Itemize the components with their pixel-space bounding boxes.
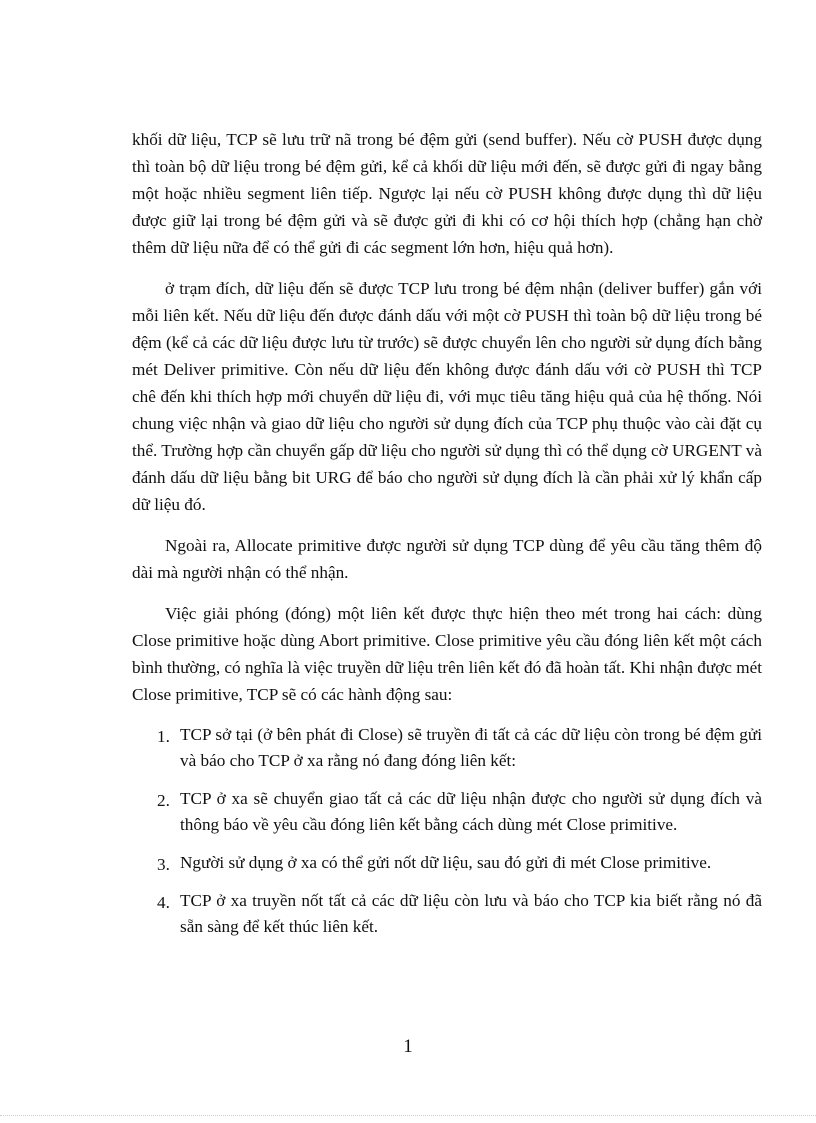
paragraph-3: Ngoài ra, Allocate primitive được người sử dụng TCP dùng để yêu cầu tăng thêm độ dài mà người nhận có thể nhận. (132, 536, 762, 582)
list-item (132, 786, 762, 838)
page-number: 1 (403, 1036, 413, 1057)
page-bottom-divider (0, 1115, 816, 1116)
list-item-number: 3. (157, 855, 170, 874)
list-item-number: 2. (157, 791, 170, 810)
paragraph-4: Việc giải phóng (đóng) một liên kết được thực hiện theo mét trong hai cách: dùng Close primitive hoặc dùng Abort primitive. Close primitive yêu cầu đóng liên kết một cách bình thường, có nghĩa là việc truyền dữ liệu trên liên kết đó đã hoàn tất. Khi nhận được mét Close primitive, TCP sẽ có các hành động sau: (132, 604, 762, 704)
paragraph-2: ở trạm đích, dữ liệu đến sẽ được TCP lưu trong bé đệm nhận (deliver buffer) gắn với mỗi liên kết. Nếu dữ liệu đến được đánh dấu với một cờ PUSH thì toàn bộ dữ liệu trong bé đệm (kể cả các dữ liệu được lưu từ trước) sẽ được chuyển lên cho người sử dụng đích bằng mét Deliver primitive. Còn nếu dữ liệu đến không được đánh dấu với cờ PUSH thì TCP chê đến khi thích hợp mới chuyển dữ liệu đi, với mục tiêu tăng hiệu quả của hệ thống. Nói chung việc nhận và giao dữ liệu cho người sử dụng đích của TCP phụ thuộc vào cài đặt cụ thể. Trường hợp cần chuyển gấp dữ liệu cho người sử dụng thì có thể dụng cờ URGENT và đánh dấu dữ liệu bằng bit URG để báo cho người sử dụng đích là cần phải xử lý khẩn cấp dữ liệu đó. (132, 279, 762, 514)
paragraph-1: khối dữ liệu, TCP sẽ lưu trữ nã trong bé đệm gửi (send buffer). Nếu cờ PUSH được dụng thì toàn bộ dữ liệu trong bé đệm gửi, kể cả khối dữ liệu mới đến, sẽ được gửi đi ngay bằng một hoặc nhiều segment liên tiếp. Ngược lại nếu cờ PUSH không được dụng thì dữ liệu được giữ lại trong bé đệm gửi và sẽ được gửi đi khi có cơ hội thích hợp (chẳng hạn chờ thêm dữ liệu nữa để có thể gửi đi các segment lớn hơn, hiệu quả hơn). (132, 130, 762, 257)
document-body (132, 126, 762, 952)
list-item (132, 888, 762, 940)
list-item-text: Người sử dụng ở xa có thể gửi nốt dữ liệu, sau đó gửi đi mét Close primitive. (180, 853, 712, 872)
list-item-text: TCP ở xa truyền nốt tất cả các dữ liệu còn lưu và báo cho TCP kia biết rằng nó đã sẵn sàng để kết thúc liên kết. (180, 891, 762, 936)
list-item-text: TCP ở xa sẽ chuyển giao tất cả các dữ liệu nhận được cho người sử dụng đích và thông báo về yêu cầu đóng liên kết bằng cách dùng mét Close primitive. (180, 789, 762, 834)
list-item (132, 722, 762, 774)
list-item-number: 1. (157, 727, 170, 746)
list-item-number: 4. (157, 893, 170, 912)
list-item-text: TCP sở tại (ở bên phát đi Close) sẽ truyền đi tất cả các dữ liệu còn trong bé đệm gửi và báo cho TCP ở xa rằng nó đang đóng liên kết: (180, 725, 762, 770)
close-actions-list (132, 722, 762, 940)
list-item (132, 850, 762, 876)
